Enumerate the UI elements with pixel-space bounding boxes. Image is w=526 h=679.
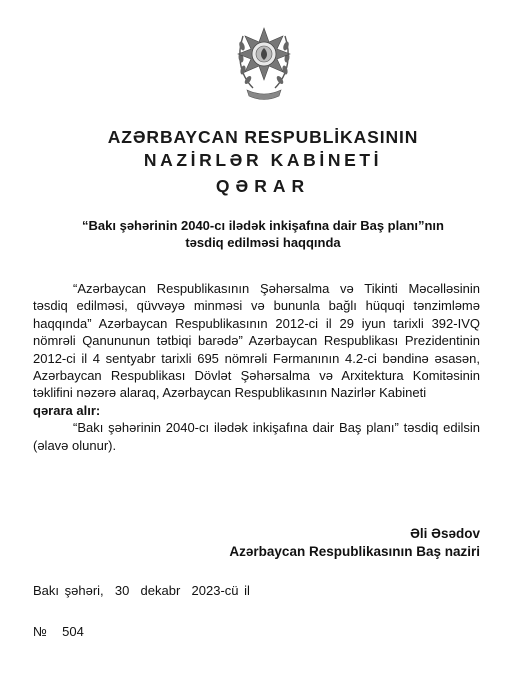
decision-phrase: qərara alır: <box>33 402 101 418</box>
azerbaijan-state-emblem-icon <box>233 6 295 114</box>
signer-title: Azərbaycan Respublikasının Baş naziri <box>229 544 480 559</box>
cabinet-title: NAZİRLƏR KABİNETİ <box>143 150 383 170</box>
decision-paragraph: “Bakı şəhərinin 2040-cı ilədək inkişafına dair Baş planı” təsdiq edilsin (əlavə olunur). <box>33 420 480 453</box>
decree-subject <box>0 217 526 251</box>
decree-body <box>33 280 480 454</box>
place-and-date: Bakı şəhəri, 30 dekabr 2023-cü il <box>33 583 250 598</box>
signer-name: Əli Əsədov <box>410 526 480 541</box>
preamble-paragraph: “Azərbaycan Respublikasının Şəhərsalma və Tikinti Məcəlləsinin təsdiq edilməsi, qüvvəyə minməsi və bununla bağlı hüquqi tənzimləmə haqqında” Azərbaycan Respublikasının 2012-ci il 29 iyun tarixli 392-IVQ nömrəli Qanununun tətbiqi barədə” Azərbaycan Respublikası Prezidentinin 2012-ci il 4 sentyabr tarixli 695 nömrəli Fərmanının 4.2-ci bəndinə əsasən, Azərbaycan Respublikası Dövlət Şəhərsalma və Arxitektura Komitəsinin təklifini nəzərə alaraq, Azərbaycan Respublikasının Nazirlər Kabineti <box>33 281 480 401</box>
subject-line-1: “Bakı şəhərinin 2040-cı ilədək inkişafına dair Baş planı”nın <box>82 218 444 233</box>
country-title: AZƏRBAYCAN RESPUBLİKASININ <box>107 127 419 147</box>
subject-line-2: təsdiq edilməsi haqqında <box>185 235 341 250</box>
decree-number: № 504 <box>33 624 84 639</box>
document-type-title: QƏRAR <box>215 176 311 196</box>
